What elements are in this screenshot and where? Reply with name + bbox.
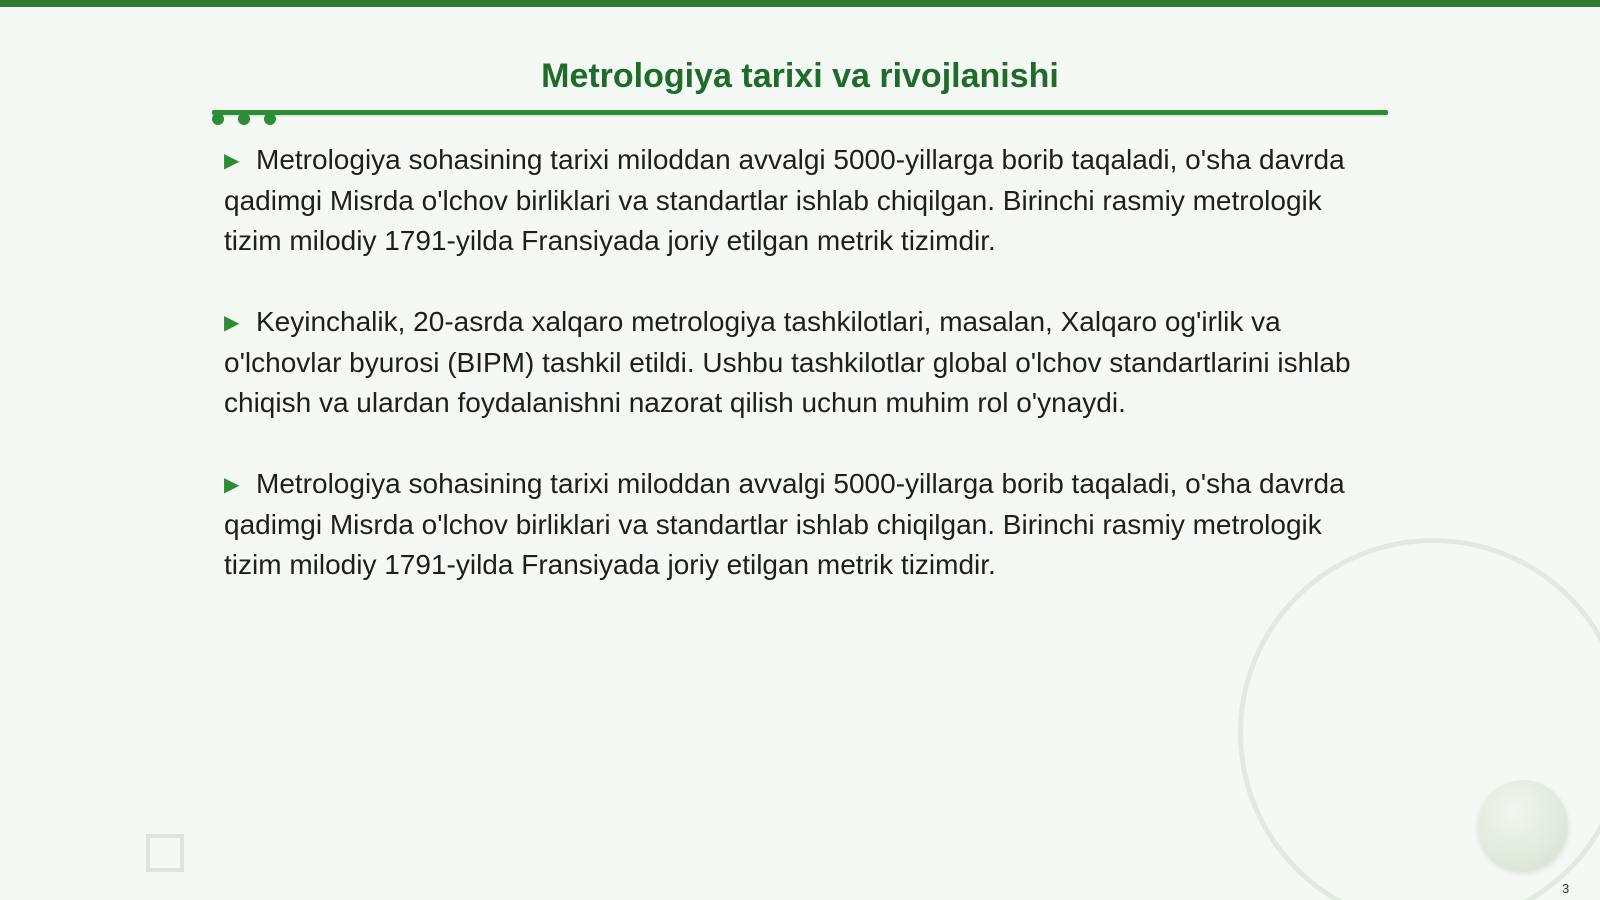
decor-dot-3: [264, 113, 276, 125]
bullet-item-2: [224, 302, 1374, 423]
top-accent-bar: [0, 0, 1600, 7]
bullet-text-1: Metrologiya sohasining tarixi miloddan avvalgi 5000-yillarga borib taqaladi, o'sha davrda qadimgi Misrda o'lchov birliklari va standartlar ishlab chiqilgan. Birinchi rasmiy metrologik tizim milodiy 1791-yilda Fransiyada joriy etilgan metrik tizimdir.: [224, 144, 1345, 256]
bullet-text-2: Keyinchalik, 20-asrda xalqaro metrologiya tashkilotlari, masalan, Xalqaro og'irlik va o'lchovlar byurosi (BIPM) tashkil etildi. Ushbu tashkilotlar global o'lchov standartlarini ishlab chiqish va ulardan foydalanishni nazorat qilish uchun muhim rol o'ynaydi.: [224, 306, 1351, 418]
decor-circle-filled: [1478, 780, 1568, 870]
bullet-item-1: [224, 140, 1374, 261]
decor-dot-2: [238, 113, 250, 125]
title-underline: [212, 110, 1388, 115]
bullet-item-3: [224, 464, 1374, 585]
triangle-right-icon: ▶: [224, 312, 240, 334]
bullet-list: [224, 140, 1374, 626]
slide-title: Metrologiya tarixi va rivojlanishi: [541, 57, 1059, 95]
decor-square-outline: [146, 834, 184, 872]
bullet-text-3: Metrologiya sohasining tarixi miloddan avvalgi 5000-yillarga borib taqaladi, o'sha davrda qadimgi Misrda o'lchov birliklari va standartlar ishlab chiqilgan. Birinchi rasmiy metrologik tizim milodiy 1791-yilda Fransiyada joriy etilgan metrik tizimdir.: [224, 468, 1345, 580]
triangle-right-icon: ▶: [224, 150, 240, 172]
page-number: 3: [1562, 881, 1570, 896]
decor-dot-1: [212, 113, 224, 125]
triangle-right-icon: ▶: [224, 474, 240, 496]
